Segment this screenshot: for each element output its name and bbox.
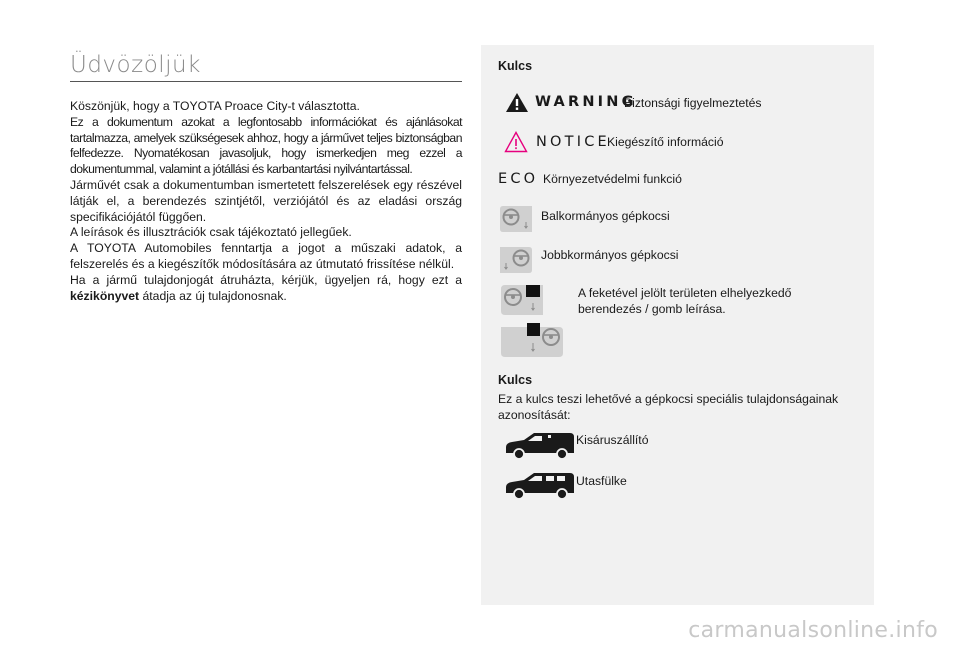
page-title: Üdvözöljük bbox=[70, 52, 201, 78]
passenger-label: Utasfülke bbox=[576, 474, 627, 488]
eco-description: Környezetvédelmi funkció bbox=[543, 172, 682, 186]
intro-paragraph: Köszönjük, hogy a TOYOTA Proace City-t választotta. bbox=[70, 99, 360, 113]
rhd-description: Jobbkormányos gépkocsi bbox=[541, 248, 679, 262]
right-hand-drive-icon bbox=[500, 247, 532, 273]
van-icon bbox=[504, 431, 576, 461]
title-divider bbox=[70, 81, 462, 82]
intro-text-part: Ha a jármű tulajdonjogát átruházta, kérjük, ügyeljen rá, hogy ezt a bbox=[70, 272, 462, 287]
intro-paragraph: A leírások és illusztrációk csak tájékoztató jellegűek. bbox=[70, 225, 352, 240]
passenger-vehicle-icon bbox=[504, 471, 576, 501]
warning-label: WARNING bbox=[535, 94, 637, 110]
notice-label: NOTICE bbox=[536, 134, 610, 150]
intro-paragraph: A TOYOTA Automobiles fenntartja a jogot a műszaki adatok, a felszerelés és a kiegészítők módosítására az útmutató frissítése nélkül. bbox=[70, 241, 462, 271]
intro-paragraph: Ez a dokumentum azokat a legfontosabb információkat és ajánlásokat tartalmazza, amelyek szükségesek ahhoz, hogy a járművet teljes biztonságban felfedezze. Nyomatékosan javasoljuk, hogy ismerkedjen meg ezzel a dokumentummal, valamint a jótállási és karbantartási nyilvántartással. bbox=[70, 114, 462, 177]
notice-description: Kiegészítő információ bbox=[607, 135, 724, 149]
key2-description: Ez a kulcs teszi lehetővé a gépkocsi speciális tulajdonságainak azonosítását: bbox=[498, 392, 839, 422]
key-heading: Kulcs bbox=[498, 59, 533, 73]
key2-heading: Kulcs bbox=[498, 373, 533, 387]
intro-paragraph: Járművét csak a dokumentumban ismertetett felszerelések egy részével látják el, a berendezés szintjétől, verziójától és az eladási ország specifikációjától függően. bbox=[70, 177, 462, 224]
warning-description: Biztonsági figyelmeztetés bbox=[624, 96, 762, 110]
black-area-rhd-icon bbox=[501, 323, 563, 357]
watermark: carmanualsonline.info bbox=[688, 618, 938, 643]
eco-label: ECO bbox=[498, 171, 539, 187]
intro-text bbox=[70, 99, 462, 304]
lhd-description: Balkormányos gépkocsi bbox=[541, 209, 670, 223]
manual-keyword: kézikönyvet bbox=[70, 288, 140, 303]
intro-text-part: átadja az új tulajdonosnak. bbox=[139, 288, 287, 303]
van-label: Kisáruszállító bbox=[576, 433, 649, 447]
key-panel bbox=[481, 45, 874, 605]
intro-paragraph bbox=[70, 273, 462, 305]
left-hand-drive-icon bbox=[500, 206, 532, 232]
notice-triangle-icon bbox=[504, 131, 528, 153]
warning-triangle-icon bbox=[505, 92, 529, 113]
black-area-lhd-icon bbox=[501, 283, 543, 315]
black-area-description: A feketével jelölt területen elhelyezkedő berendezés / gomb leírása. bbox=[578, 286, 792, 316]
